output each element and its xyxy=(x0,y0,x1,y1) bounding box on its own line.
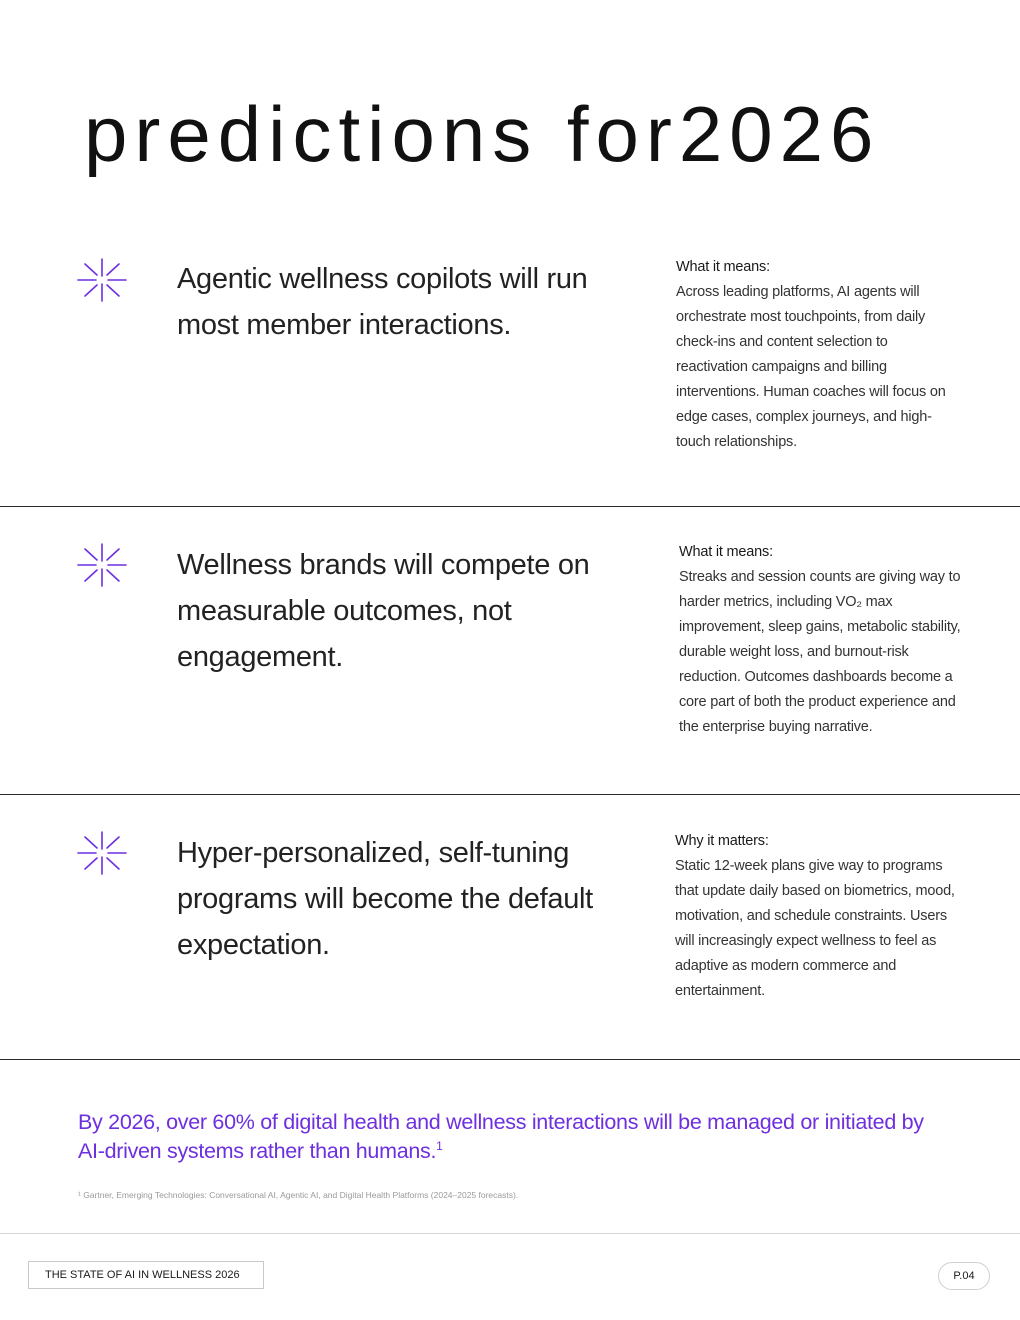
footer-divider xyxy=(0,1233,1020,1234)
prediction-explanation xyxy=(679,540,969,740)
section-divider xyxy=(0,794,1020,795)
prediction-explanation xyxy=(676,255,961,455)
sparkle-icon xyxy=(76,256,128,304)
statistic-text: By 2026, over 60% of digital health and wellness interactions will be managed or initiated by AI-driven systems rather than humans. xyxy=(78,1110,924,1163)
explanation-text: Across leading platforms, AI agents will orchestrate most touchpoints, from daily check-ins and content selection to reactivation campaigns and billing interventions. Human coaches will focus on edge cases, complex journeys, and high-touch relationships. xyxy=(676,284,946,450)
section-divider xyxy=(0,506,1020,507)
prediction-headline: Agentic wellness copilots will run most member interactions. xyxy=(177,263,588,341)
prediction-explanation xyxy=(675,829,955,1004)
key-statistic xyxy=(78,1108,938,1166)
prediction-headline: Wellness brands will compete on measurable outcomes, not engagement. xyxy=(177,549,590,673)
sparkle-icon xyxy=(76,541,128,589)
explanation-text: Streaks and session counts are giving way to harder metrics, including VO₂ max improvement, sleep gains, metabolic stability, durable weight loss, and burnout-risk reduction. Outcomes dashboards become a core part of both the product experience and the enterprise buying narrative. xyxy=(679,569,961,735)
section-divider xyxy=(0,1059,1020,1060)
prediction-headline: Hyper-personalized, self-tuning programs will become the default expectation. xyxy=(177,837,593,961)
explanation-label: What it means: xyxy=(679,544,773,560)
report-title-tag: THE STATE OF AI IN WELLNESS 2026 xyxy=(28,1261,264,1289)
page-number-badge: P.04 xyxy=(938,1262,990,1290)
explanation-text: Static 12-week plans give way to programs that update daily based on biometrics, mood, motivation, and schedule constraints. Users will increasingly expect wellness to feel as adaptive as modern commerce and entertainment. xyxy=(675,858,955,999)
explanation-label: Why it matters: xyxy=(675,833,769,849)
footnote-marker: 1 xyxy=(436,1138,443,1153)
explanation-label: What it means: xyxy=(676,259,770,275)
page-title: predictions for2026 xyxy=(84,90,881,178)
sparkle-icon xyxy=(76,829,128,877)
footnote: ¹ Gartner, Emerging Technologies: Conversational AI, Agentic AI, and Digital Health Platforms (2024–2025 forecasts). xyxy=(78,1190,519,1200)
